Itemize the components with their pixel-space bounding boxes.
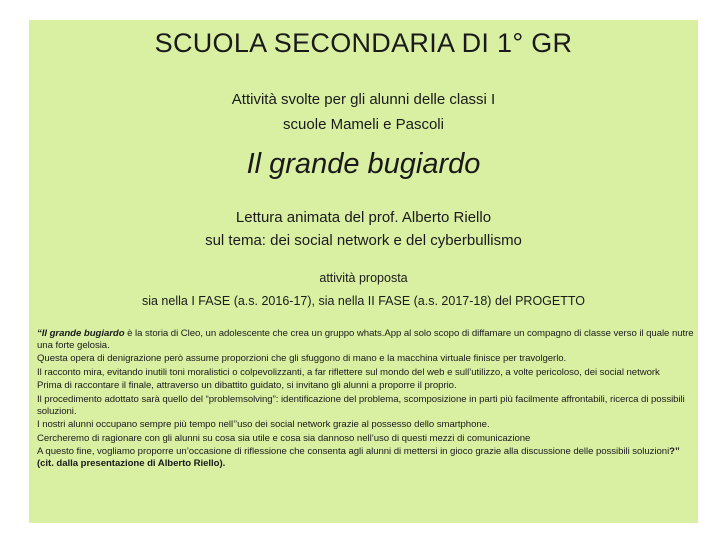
subtitle-line-1: Attività svolte per gli alunni delle classi I	[231, 91, 496, 108]
description-paragraph-7: Cercheremo di ragionare con gli alunni su cosa sia utile e cosa sia dannoso nell’uso di questi mezzi di comunicazione	[37, 432, 531, 444]
paragraph-text: è la storia di Cleo, un adolescente che crea un gruppo whats.App al solo scopo di diffamare un compagno di classe verso il quale nutre una forte gelosia.	[37, 328, 694, 351]
subtitle	[29, 87, 698, 137]
reading-line-2: sul tema: dei social network e del cyberbullismo	[205, 232, 522, 249]
author-name: Alberto Riello	[401, 209, 492, 226]
reading-info	[29, 206, 698, 252]
description	[37, 328, 697, 472]
description-paragraph-5: Il procedimento adottato sarà quello del “problemsolving”: identificazione del problema, scomposizione in parti più facilmente affrontabili, ricerca di possibili soluzioni.	[37, 393, 685, 417]
paragraph-text: A questo fine, vogliamo proporre un’occasione di riflessione che consenta agli alunni di mettersi in gioco grazie alla discussione delle possibili soluzioni	[37, 446, 670, 458]
page-title: SCUOLA SECONDARIA DI 1° GR	[154, 28, 573, 58]
activity-info	[29, 267, 698, 313]
book-title-quote: “Il grande bugiardo	[37, 328, 125, 339]
description-paragraph-3: Il racconto mira, evitando inutili toni moralistici o colpevolizzanti, a far riflettere sul mondo del web e sull’utilizzo, a volte pericoloso, dei social network	[37, 366, 660, 378]
reading-line-1	[29, 206, 698, 229]
reading-prefix: Lettura animata del prof.	[235, 209, 402, 226]
citation: ?” (cit. dalla presentazione di Alberto Riello).	[37, 446, 680, 469]
description-paragraph-1	[37, 328, 697, 351]
description-paragraph-8	[37, 446, 697, 469]
description-paragraph-4: Prima di raccontare il finale, attraverso un dibattito guidato, si invitano gli alunni a proporre il proprio.	[37, 380, 457, 392]
book-title: Il grande bugiardo	[246, 148, 481, 180]
activity-line-1: attività proposta	[319, 271, 408, 285]
activity-line-2: sia nella I FASE (a.s. 2016-17), sia nella II FASE (a.s. 2017-18) del PROGETTO	[141, 294, 586, 308]
description-paragraph-2: Questa opera di denigrazione però assume proporzioni che gli sfuggono di mano e la macchina virtuale finisce per travolgerlo.	[37, 353, 567, 365]
subtitle-line-2: scuole Mameli e Pascoli	[283, 116, 444, 133]
slide	[29, 20, 698, 523]
description-paragraph-6: I nostri alunni occupano sempre più tempo nell’’uso dei social network grazie al possesso dello smartphone.	[37, 419, 490, 431]
